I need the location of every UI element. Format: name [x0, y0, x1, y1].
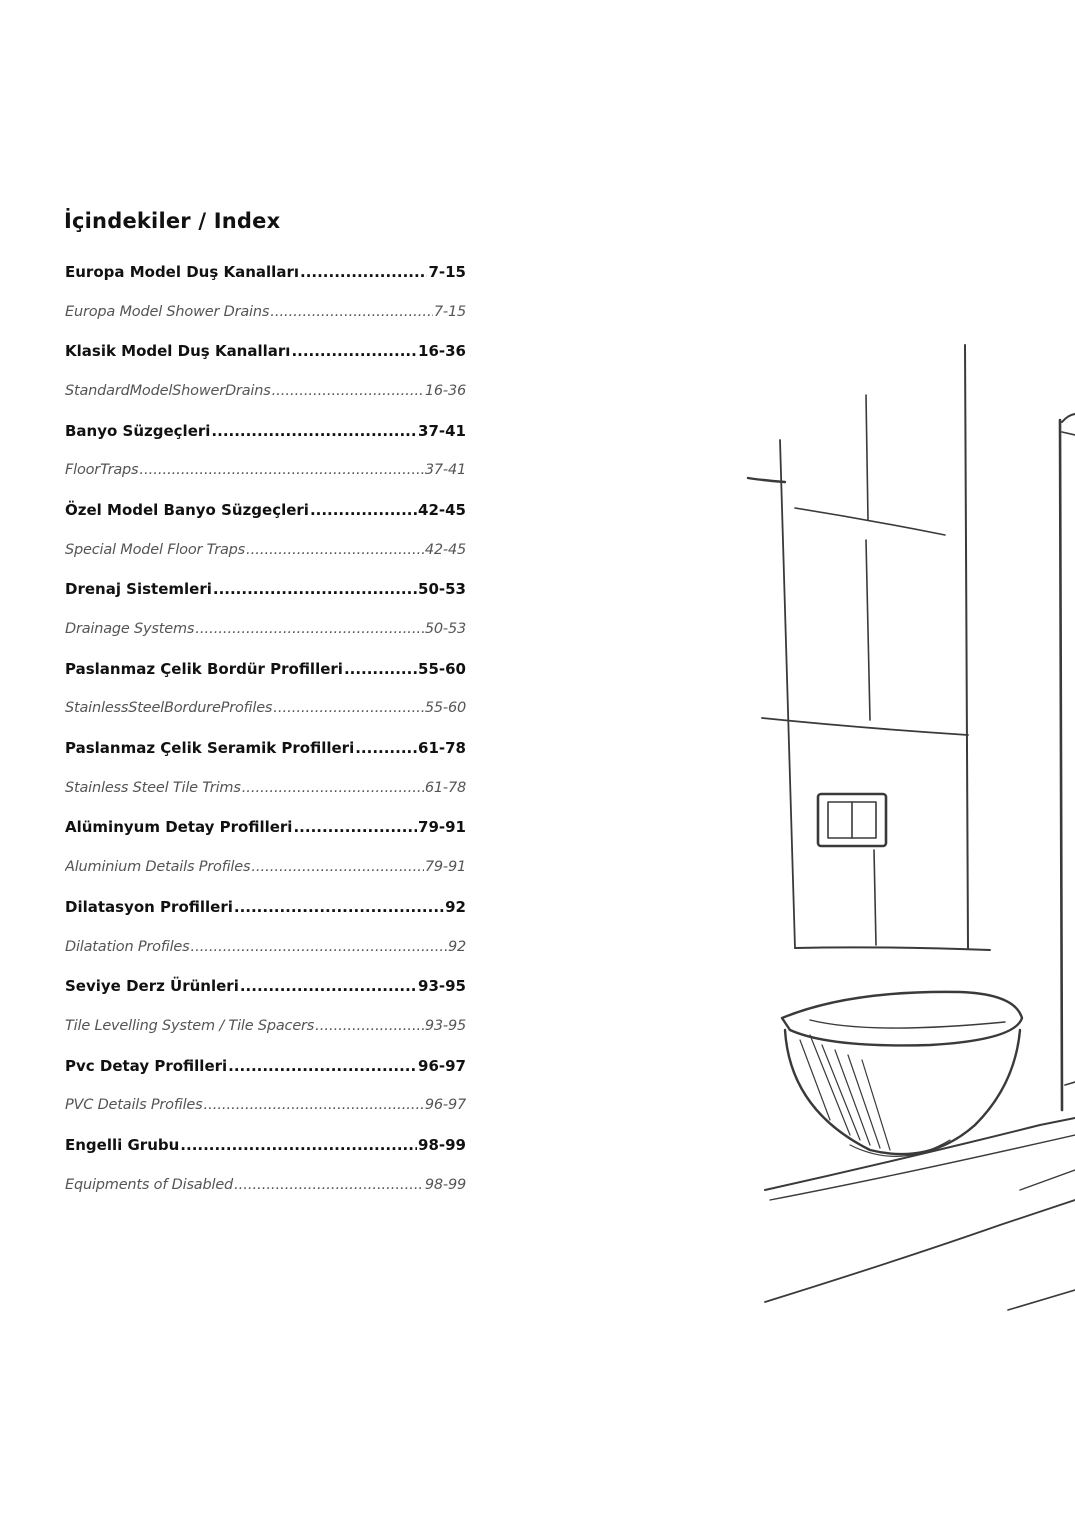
- toc-entry-english: [65, 371, 466, 411]
- toc-entry-label: Drainage Systems: [65, 621, 195, 638]
- toc-page-number: 93-95: [418, 977, 466, 996]
- dot-leader: [310, 497, 417, 523]
- toc-entry-english: [65, 768, 466, 808]
- toc-page-number: 37-41: [418, 421, 466, 440]
- toc-entry-label: StandardModelShowerDrains: [65, 382, 271, 399]
- toc-entry-label: Banyo Süzgeçleri: [65, 421, 211, 440]
- toc-page-number: 96-97: [418, 1056, 466, 1075]
- toc-page-number: 42-45: [424, 541, 466, 558]
- toc-entry-label: StainlessSteelBordureProfiles: [65, 700, 273, 717]
- toc-entry-english: [65, 609, 466, 649]
- toc-page-number: 55-60: [424, 700, 466, 717]
- toc-page-number: 37-41: [424, 462, 466, 479]
- dot-leader: [273, 695, 424, 721]
- toc-entry-turkish: [65, 966, 466, 1006]
- dot-leader: [234, 1172, 424, 1198]
- table-of-contents: [65, 252, 466, 1205]
- dot-leader: [195, 616, 424, 642]
- dot-leader: [242, 775, 424, 801]
- dot-leader: [211, 418, 417, 444]
- toc-entry-label: Drenaj Sistemleri: [65, 580, 212, 599]
- toc-entry-english: [65, 689, 466, 729]
- toc-entry-label: Dilatation Profiles: [65, 938, 190, 955]
- toc-entry-label: FloorTraps: [65, 462, 139, 479]
- toc-entry-label: Stainless Steel Tile Trims: [65, 779, 241, 796]
- toc-entry-label: Engelli Grubu: [65, 1135, 180, 1154]
- dot-leader: [190, 934, 446, 960]
- toc-entry-english: [65, 847, 466, 887]
- toc-entry-turkish: [65, 728, 466, 768]
- dot-leader: [180, 1132, 417, 1158]
- toc-entry-english: [65, 1165, 466, 1205]
- dot-leader: [355, 735, 417, 761]
- toc-entry-label: Europa Model Duş Kanalları: [65, 262, 299, 281]
- toc-page-number: 7-15: [428, 262, 466, 281]
- dot-leader: [300, 259, 427, 285]
- toc-entry-english: [65, 292, 466, 332]
- toc-page-number: 16-36: [424, 382, 466, 399]
- dot-leader: [246, 537, 424, 563]
- toc-entry-english: [65, 450, 466, 490]
- dot-leader: [240, 973, 417, 999]
- toc-page-number: 7-15: [433, 303, 466, 320]
- toc-page-number: 92: [445, 897, 466, 916]
- dot-leader: [315, 1013, 424, 1039]
- toc-entry-label: Alüminyum Detay Profilleri: [65, 818, 293, 837]
- dot-leader: [139, 457, 423, 483]
- toc-entry-turkish: [65, 331, 466, 371]
- toc-page-number: 50-53: [418, 580, 466, 599]
- toc-entry-label: Dilatasyon Profilleri: [65, 897, 233, 916]
- toc-page-number: 61-78: [418, 739, 466, 758]
- toc-entry-label: Paslanmaz Çelik Bordür Profilleri: [65, 659, 343, 678]
- toc-entry-english: [65, 530, 466, 570]
- toc-page-number: 79-91: [418, 818, 466, 837]
- dot-leader: [204, 1092, 424, 1118]
- dot-leader: [251, 854, 424, 880]
- dot-leader: [234, 894, 444, 920]
- toc-entry-label: Pvc Detay Profilleri: [65, 1056, 228, 1075]
- toc-entry-turkish: [65, 1125, 466, 1165]
- toc-entry-turkish: [65, 411, 466, 451]
- toc-page-number: 50-53: [424, 621, 466, 638]
- dot-leader: [291, 338, 417, 364]
- toc-page-number: 61-78: [424, 779, 466, 796]
- toc-entry-label: Europa Model Shower Drains: [65, 303, 270, 320]
- toc-entry-turkish: [65, 252, 466, 292]
- toc-entry-label: Tile Levelling System / Tile Spacers: [65, 1017, 315, 1034]
- toc-entry-label: Special Model Floor Traps: [65, 541, 246, 558]
- dot-leader: [213, 576, 417, 602]
- toc-entry-label: Aluminium Details Profiles: [65, 859, 251, 876]
- dot-leader: [272, 378, 424, 404]
- toc-entry-turkish: [65, 887, 466, 927]
- toc-entry-label: Özel Model Banyo Süzgeçleri: [65, 500, 309, 519]
- toc-entry-label: Equipments of Disabled: [65, 1176, 234, 1193]
- toc-entry-turkish: [65, 808, 466, 848]
- dot-leader: [293, 814, 417, 840]
- toc-entry-english: [65, 1085, 466, 1125]
- index-title: İçindekiler / Index: [64, 209, 281, 234]
- toc-entry-turkish: [65, 490, 466, 530]
- dot-leader: [270, 299, 433, 325]
- toc-page-number: 96-97: [424, 1097, 466, 1114]
- toc-entry-english: [65, 1006, 466, 1046]
- toc-page-number: 98-99: [418, 1135, 466, 1154]
- toc-entry-label: Klasik Model Duş Kanalları: [65, 342, 291, 361]
- dot-leader: [228, 1053, 417, 1079]
- toc-entry-english: [65, 927, 466, 967]
- toc-entry-label: Seviye Derz Ürünleri: [65, 977, 239, 996]
- toc-page-number: 55-60: [418, 659, 466, 678]
- toc-entry-turkish: [65, 1046, 466, 1086]
- toc-entry-label: PVC Details Profiles: [65, 1097, 203, 1114]
- toc-page-number: 98-99: [424, 1176, 466, 1193]
- toc-page-number: 92: [447, 938, 466, 955]
- toc-entry-turkish: [65, 570, 466, 610]
- toc-page-number: 42-45: [418, 500, 466, 519]
- toc-page-number: 16-36: [418, 342, 466, 361]
- toc-page-number: 79-91: [424, 859, 466, 876]
- toc-entry-turkish: [65, 649, 466, 689]
- dot-leader: [344, 656, 417, 682]
- toc-page-number: 93-95: [424, 1017, 466, 1034]
- toc-entry-label: Paslanmaz Çelik Seramik Profilleri: [65, 739, 355, 758]
